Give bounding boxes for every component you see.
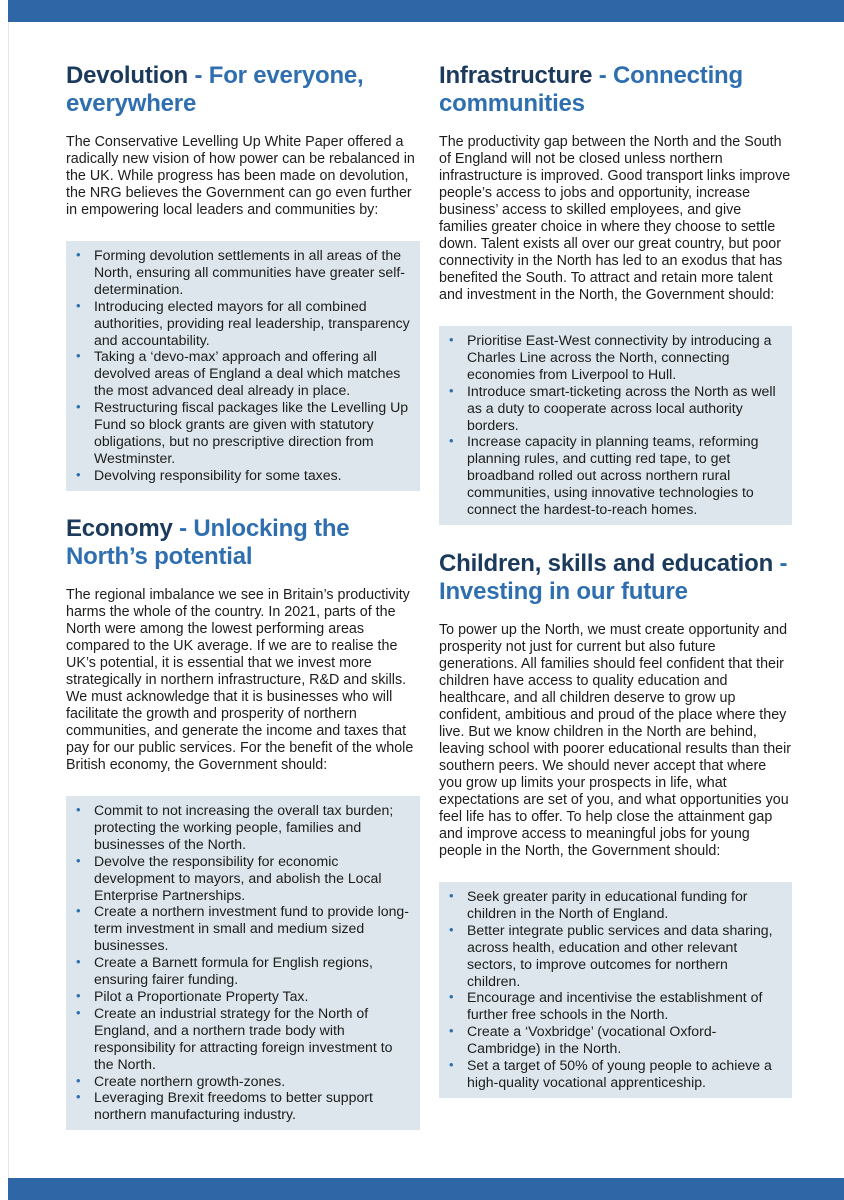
children-list — [449, 888, 782, 1091]
children-subtitle: - Investing in our future — [439, 550, 788, 605]
list-item: • Devolving responsibility for some taxes. — [76, 467, 410, 484]
devolution-heading — [66, 62, 420, 118]
list-item: • Forming devolution settlements in all areas of the North, ensuring all communities have greater self-determination. — [76, 247, 410, 298]
list-item: • Introducing elected mayors for all combined authorities, providing real leadership, transparency and accountability. — [76, 298, 410, 349]
section-infrastructure — [439, 62, 792, 525]
devolution-list-box — [66, 241, 420, 491]
economy-heading — [66, 515, 420, 571]
section-children — [439, 550, 792, 1098]
infrastructure-heading — [439, 62, 792, 118]
bottom-accent-bar — [8, 1178, 844, 1200]
devolution-intro: The Conservative Levelling Up White Paper offered a radically new vision of how power can be rebalanced in the UK. While progress has been made on devolution, the NRG believes the Government can go even further in empowering local leaders and communities by: — [66, 134, 415, 218]
economy-subtitle: - Unlocking the North’s potential — [66, 515, 350, 570]
list-item: • Encourage and incentivise the establishment of further free schools in the North. — [449, 989, 782, 1023]
children-list-box — [439, 882, 792, 1098]
page-edge — [0, 0, 9, 1200]
infrastructure-list-box — [439, 326, 792, 525]
infrastructure-intro: The productivity gap between the North and the South of England will not be closed unless northern infrastructure is improved. Good transport links improve people’s access to jobs and opportunity, increase business’ access to skilled employees, and give families greater choice in where they choose to settle down. Talent exists all over our great country, but poor connectivity in the North has led to an exodus that has benefited the South. To attract and retain more talent and investment in the North, the Government should: — [439, 134, 791, 303]
list-item: • Create an industrial strategy for the North of England, and a northern trade body with responsibility for attracting foreign investment to the North. — [76, 1005, 410, 1073]
children-intro: To power up the North, we must create opportunity and prosperity not just for current but also future generations. All families should feel confident that their children have access to quality education and healthcare, and all children deserve to grow up confident, ambitious and proud of the place where they live. But we know children in the North are behind, leaving school with poorer educational results than their southern peers. We should never accept that where you grow up limits your prospects in life, what expectations are set of you, and what opportunities you feel life has to offer. To help close the attainment gap and improve access to meaningful jobs for young people in the North, the Government should: — [439, 622, 792, 859]
top-accent-bar — [8, 0, 844, 22]
list-item: • Create a ‘Voxbridge’ (vocational Oxford-Cambridge) in the North. — [449, 1023, 782, 1057]
economy-intro: The regional imbalance we see in Britain’s productivity harms the whole of the country. In 2021, parts of the North were among the lowest performing areas compared to the UK average. If we are to realise the UK’s potential, it is essential that we invest more strategically in northern infrastructure, R&D and skills. We must acknowledge that it is businesses who will facilitate the growth and prosperity of northern communities, and generate the income and taxes that pay for our public services. For the benefit of the whole British economy, the Government should: — [66, 587, 414, 773]
economy-list-box — [66, 796, 420, 1130]
list-item: • Leveraging Brexit freedoms to better support northern manufacturing industry. — [76, 1089, 410, 1123]
list-item: • Commit to not increasing the overall tax burden; protecting the working people, families and businesses of the North. — [76, 802, 410, 853]
list-item: • Prioritise East-West connectivity by introducing a Charles Line across the North, connecting economies from Liverpool to Hull. — [449, 332, 782, 383]
list-item: • Create northern growth-zones. — [76, 1073, 410, 1090]
list-item: • Create a Barnett formula for English regions, ensuring fairer funding. — [76, 954, 410, 988]
list-item: • Taking a ‘devo-max’ approach and offering all devolved areas of England a deal which matches the most advanced deal already in place. — [76, 348, 410, 399]
economy-list — [76, 802, 410, 1123]
infrastructure-subtitle: - Connecting communities — [439, 62, 743, 117]
devolution-list — [76, 247, 410, 484]
economy-title: Economy — [66, 515, 173, 542]
children-heading — [439, 550, 792, 606]
list-item: • Create a northern investment fund to provide long-term investment in small and medium sized businesses. — [76, 903, 410, 954]
list-item: • Seek greater parity in educational funding for children in the North of England. — [449, 888, 782, 922]
list-item: • Devolve the responsibility for economic development to mayors, and abolish the Local Enterprise Partnerships. — [76, 853, 410, 904]
infrastructure-title: Infrastructure — [439, 62, 593, 89]
list-item: • Restructuring fiscal packages like the Levelling Up Fund so block grants are given with statutory obligations, but no prescriptive direction from Westminster. — [76, 399, 410, 467]
children-title: Children, skills and education — [439, 550, 774, 577]
devolution-subtitle: - For everyone, everywhere — [66, 62, 364, 117]
section-economy — [66, 515, 420, 1130]
list-item: • Increase capacity in planning teams, reforming planning rules, and cutting red tape, to get broadband rolled out across northern rural communities, using innovative technologies to connect the hardest-to-reach homes. — [449, 433, 782, 518]
list-item: • Better integrate public services and data sharing, across health, education and other relevant sectors, to improve outcomes for northern children. — [449, 922, 782, 990]
devolution-title: Devolution — [66, 62, 188, 89]
list-item: • Introduce smart-ticketing across the North as well as a duty to cooperate across local authority borders. — [449, 383, 782, 434]
infrastructure-list — [449, 332, 782, 518]
list-item: • Set a target of 50% of young people to achieve a high-quality vocational apprenticeship. — [449, 1057, 782, 1091]
section-devolution — [66, 62, 420, 491]
list-item: • Pilot a Proportionate Property Tax. — [76, 988, 410, 1005]
